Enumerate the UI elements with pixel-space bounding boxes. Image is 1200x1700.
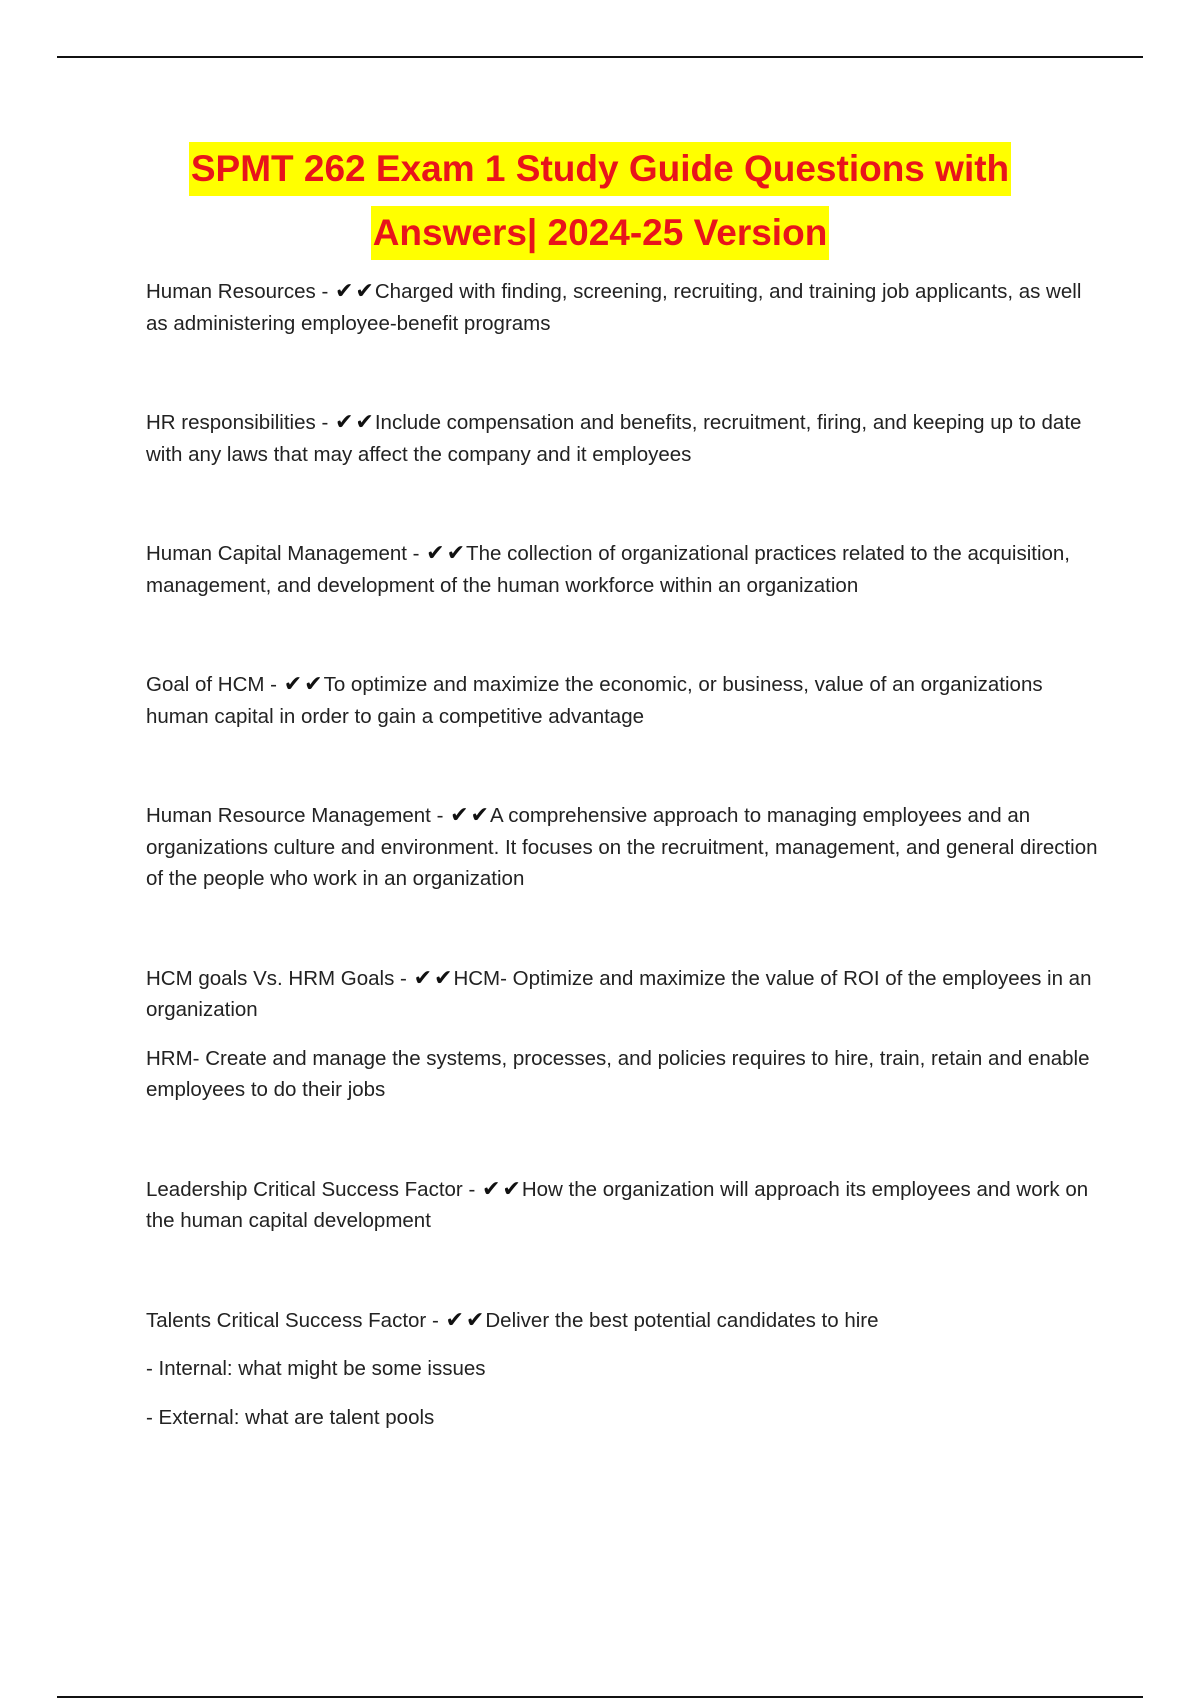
qa-definition: To optimize and maximize the economic, or business, value of an organizations human capital in order to gain a competitive advantage xyxy=(146,673,1043,728)
check-icon: ✔ xyxy=(450,803,469,828)
qa-definition: How the organization will approach its employees and work on the human capital development xyxy=(146,1177,1089,1232)
qa-line xyxy=(146,407,1106,470)
title-line-2: Answers| 2024-25 Version xyxy=(371,206,830,260)
qa-separator: - xyxy=(394,966,413,990)
check-icon: ✔ xyxy=(502,1176,521,1202)
qa-separator: - xyxy=(315,280,334,303)
qa-entry xyxy=(146,963,1106,1106)
check-icon: ✔ xyxy=(334,279,354,304)
qa-extra-line: HRM- Create and manage the systems, processes, and policies requires to hire, train, retain and enable employees to do their jobs xyxy=(146,1046,1090,1101)
qa-separator: - xyxy=(430,804,450,827)
check-icon: ✔ xyxy=(481,1176,501,1202)
qa-separator: - xyxy=(462,1177,481,1201)
qa-extra-line: - External: what are talent pools xyxy=(146,1405,435,1429)
check-icon: ✔ xyxy=(304,672,323,697)
check-icon: ✔ xyxy=(446,541,466,566)
check-icon: ✔ xyxy=(465,1307,485,1333)
qa-entry xyxy=(146,538,1106,601)
qa-term: Human Capital Management xyxy=(146,542,407,565)
qa-entry xyxy=(146,407,1106,470)
qa-line xyxy=(146,276,1106,339)
qa-term: HR responsibilities xyxy=(146,411,316,434)
qa-definition: Deliver the best potential candidates to hire xyxy=(485,1308,879,1332)
qa-definition: The collection of organizational practices related to the acquisition, management, and development of the human workforce within an organization xyxy=(146,542,1071,597)
qa-separator: - xyxy=(264,673,283,696)
qa-line xyxy=(146,963,1106,1026)
top-rule xyxy=(57,56,1143,58)
title-line-1: SPMT 262 Exam 1 Study Guide Questions with xyxy=(189,142,1011,196)
qa-term: Goal of HCM xyxy=(146,673,265,696)
check-icon: ✔ xyxy=(334,410,354,435)
qa-definition: A comprehensive approach to managing employees and an organizations culture and environment. It focuses on the recruitment, management, and general direction of the people who work in an organization xyxy=(146,804,1098,890)
bottom-rule xyxy=(57,1696,1143,1698)
qa-extra-line: - Internal: what might be some issues xyxy=(146,1357,486,1380)
qa-definition: HCM- Optimize and maximize the value of ROI of the employees in an organization xyxy=(146,966,1092,1021)
qa-line xyxy=(146,1174,1106,1237)
qa-definition: Include compensation and benefits, recruitment, firing, and keeping up to date with any laws that may affect the company and it employees xyxy=(146,411,1082,466)
check-icon: ✔ xyxy=(434,965,453,991)
check-icon: ✔ xyxy=(470,803,489,828)
qa-separator: - xyxy=(426,1308,445,1332)
qa-line xyxy=(146,1305,1106,1337)
qa-separator: - xyxy=(315,411,334,434)
qa-entry xyxy=(146,669,1106,732)
qa-term: Human Resources xyxy=(146,280,316,303)
check-icon: ✔ xyxy=(283,672,303,697)
qa-separator: - xyxy=(406,542,426,565)
qa-term: Leadership Critical Success Factor xyxy=(146,1177,463,1201)
study-guide-content xyxy=(146,276,1106,1501)
qa-entry xyxy=(146,1174,1106,1237)
check-icon: ✔ xyxy=(355,279,374,304)
page-title xyxy=(0,142,1200,270)
qa-line xyxy=(146,538,1106,601)
qa-entry xyxy=(146,1305,1106,1434)
check-icon: ✔ xyxy=(445,1307,464,1333)
qa-term: HCM goals Vs. HRM Goals xyxy=(146,966,395,990)
qa-entry xyxy=(146,276,1106,339)
qa-term: Human Resource Management xyxy=(146,804,431,827)
check-icon: ✔ xyxy=(355,410,374,435)
qa-definition: Charged with finding, screening, recruiting, and training job applicants, as well as administering employee-benefit programs xyxy=(146,280,1082,335)
check-icon: ✔ xyxy=(426,541,445,566)
qa-entry xyxy=(146,800,1106,895)
qa-term: Talents Critical Success Factor xyxy=(146,1308,427,1332)
qa-line xyxy=(146,669,1106,732)
check-icon: ✔ xyxy=(413,965,432,991)
qa-line xyxy=(146,800,1106,895)
